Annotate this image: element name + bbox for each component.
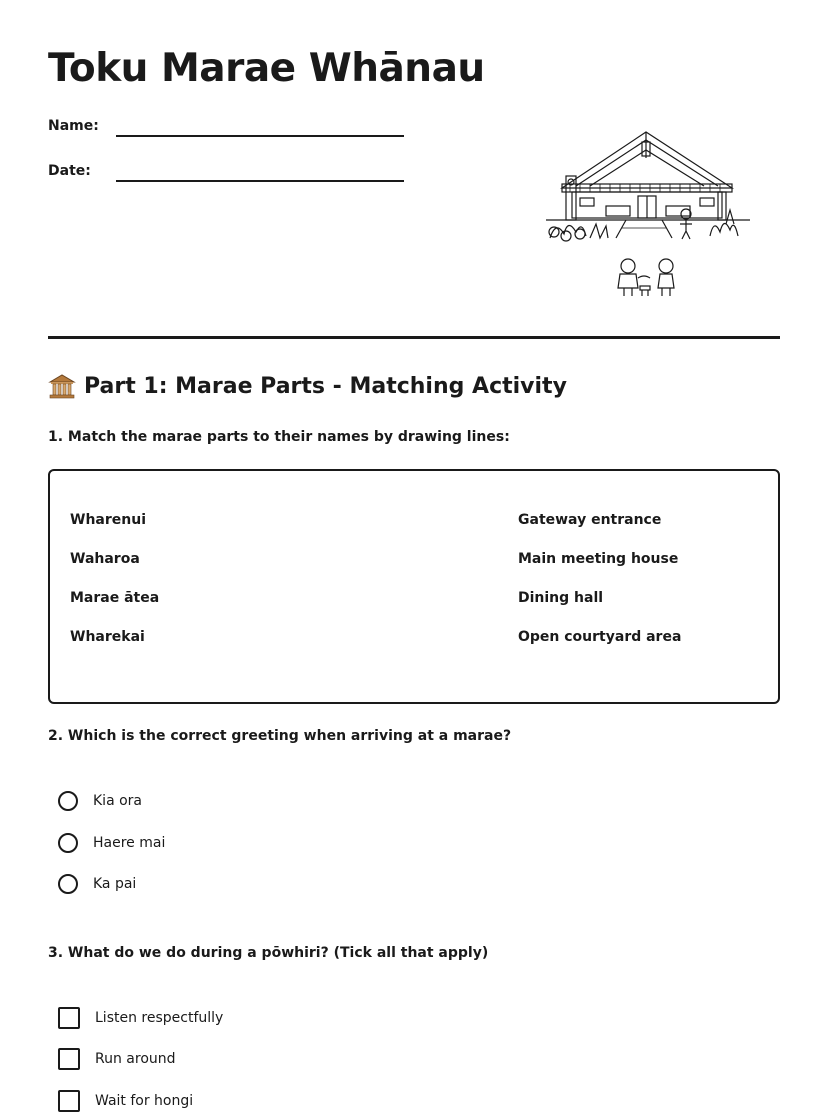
option-label: Haere mai	[93, 835, 166, 851]
match-left-item[interactable]: Wharekai	[70, 629, 145, 645]
match-right-item[interactable]: Gateway entrance	[518, 512, 662, 528]
radio-button[interactable]	[58, 874, 78, 894]
matching-box	[48, 469, 780, 704]
date-field	[48, 163, 408, 187]
date-write-line[interactable]	[116, 180, 404, 182]
worksheet-title: Toku Marae Whānau	[48, 46, 485, 91]
question-1: 1. Match the marae parts to their names by drawing lines:	[48, 429, 510, 445]
radio-button[interactable]	[58, 791, 78, 811]
q3-option-hongi[interactable]	[58, 1089, 193, 1113]
match-right-item[interactable]: Main meeting house	[518, 551, 679, 567]
match-left-item[interactable]: Marae ātea	[70, 590, 160, 606]
marae-illustration-icon	[540, 128, 754, 300]
q2-option-kia-ora[interactable]	[58, 789, 142, 813]
checkbox[interactable]	[58, 1007, 80, 1029]
q2-option-ka-pai[interactable]	[58, 872, 136, 896]
option-label: Wait for hongi	[95, 1093, 194, 1109]
name-field	[48, 118, 408, 142]
name-write-line[interactable]	[116, 135, 404, 137]
match-left-item[interactable]: Wharenui	[70, 512, 146, 528]
part1-heading	[48, 372, 567, 400]
match-right-item[interactable]: Dining hall	[518, 590, 604, 606]
matching-right-column	[518, 511, 681, 667]
q3-option-run[interactable]	[58, 1047, 176, 1071]
q3-option-listen[interactable]	[58, 1006, 223, 1030]
option-label: Listen respectfully	[95, 1010, 224, 1026]
date-label: Date:	[48, 163, 91, 179]
checkbox[interactable]	[58, 1090, 80, 1112]
match-right-item[interactable]: Open courtyard area	[518, 629, 682, 645]
matching-left-column	[70, 511, 159, 667]
question-3: 3. What do we do during a pōwhiri? (Tick all that apply)	[48, 945, 489, 961]
section-divider	[48, 336, 780, 339]
match-left-item[interactable]: Waharoa	[70, 551, 140, 567]
question-2: 2. Which is the correct greeting when arriving at a marae?	[48, 728, 512, 744]
name-label: Name:	[48, 118, 99, 134]
radio-button[interactable]	[58, 833, 78, 853]
option-label: Run around	[95, 1051, 176, 1067]
option-label: Ka pai	[93, 876, 137, 892]
option-label: Kia ora	[93, 793, 142, 809]
classical-building-icon	[48, 372, 76, 400]
q2-option-haere-mai[interactable]	[58, 831, 165, 855]
checkbox[interactable]	[58, 1048, 80, 1070]
part1-heading-text: Part 1: Marae Parts - Matching Activity	[84, 373, 567, 399]
